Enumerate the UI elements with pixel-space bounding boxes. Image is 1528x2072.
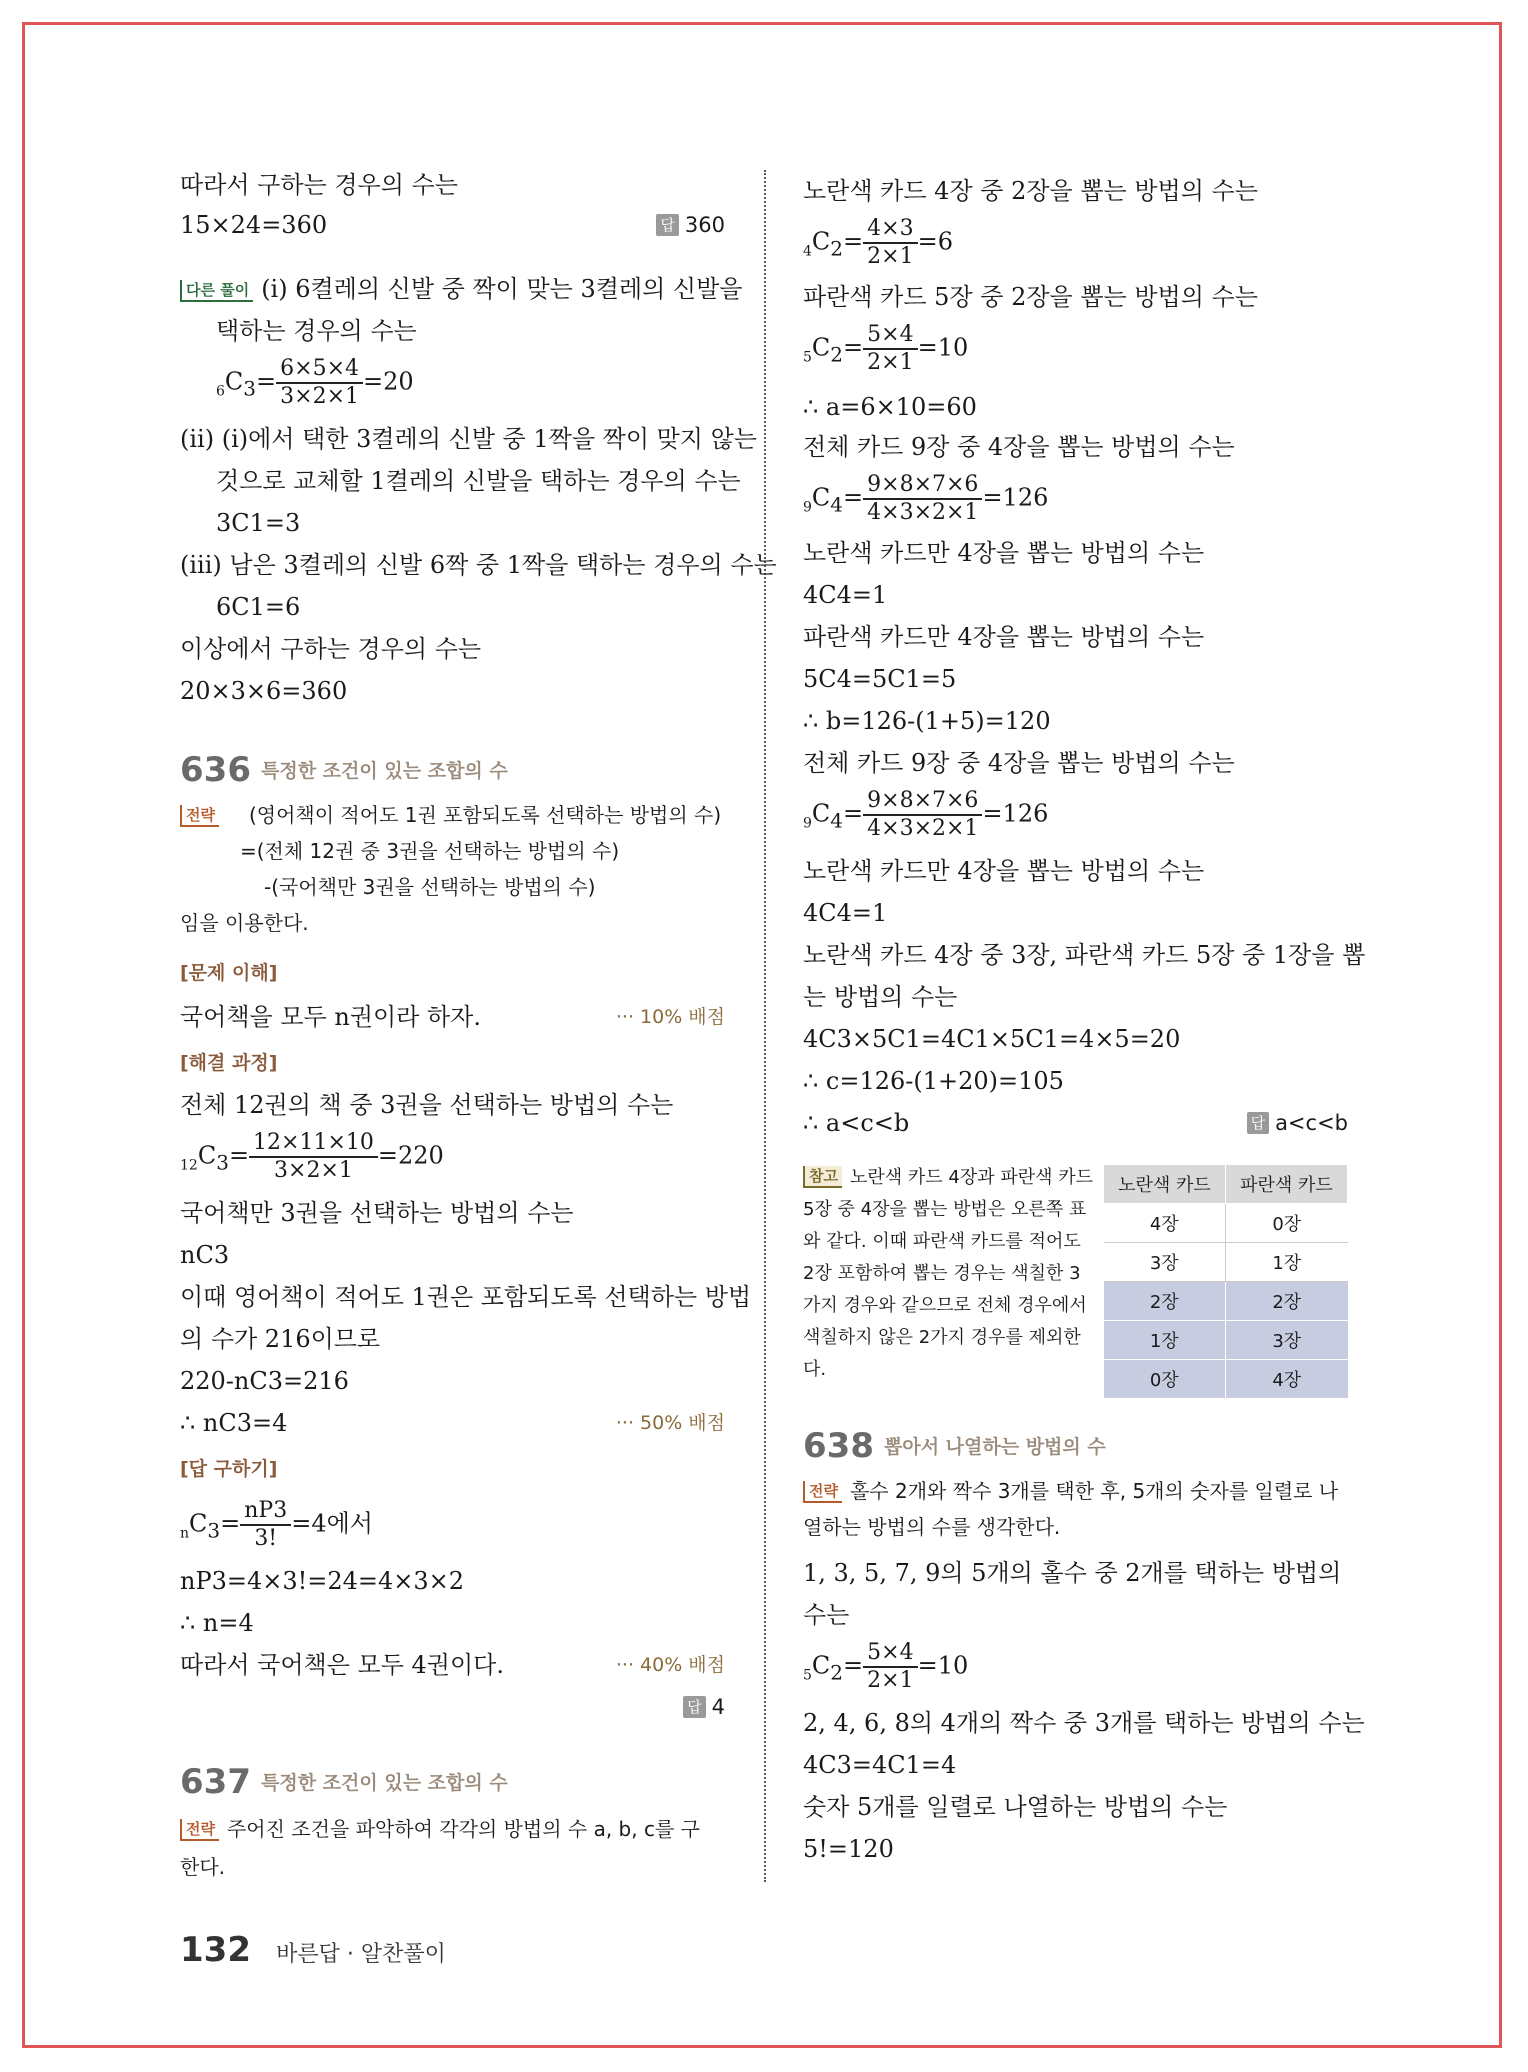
formula: 5!=120	[803, 1835, 894, 1863]
text-line: 노란색 카드 4장 중 3장, 파란색 카드 5장 중 1장을 뽑	[803, 941, 1366, 969]
table-row-shaded: 0장 4장	[1104, 1360, 1348, 1399]
text-line: 국어책만 3권을 선택하는 방법의 수는	[180, 1199, 574, 1227]
formula: 4C4=1	[803, 899, 888, 927]
text-line: 전체 카드 9장 중 4장을 뽑는 방법의 수는	[803, 749, 1235, 777]
step-label: [답 구하기]	[180, 1458, 278, 1480]
table-header: 파란색 카드	[1226, 1165, 1348, 1204]
table-row-shaded: 2장 2장	[1104, 1282, 1348, 1321]
step-label: [해결 과정]	[180, 1052, 278, 1074]
page-number: 132	[180, 1930, 251, 1970]
table-row: 3장 1장	[1104, 1243, 1348, 1282]
text-line: 전체 카드 9장 중 4장을 뽑는 방법의 수는	[803, 433, 1235, 461]
problem-638-header: 638 뽑아서 나열하는 방법의 수	[803, 1426, 1106, 1466]
text-line: 수는	[803, 1601, 850, 1629]
alt-solution-tag: 다른 풀이	[180, 280, 253, 302]
text-line: 따라서 국어책은 모두 4권이다.	[180, 1651, 504, 1679]
text-line: 따라서 구하는 경우의 수는	[180, 171, 458, 199]
reference-tag: 참고	[803, 1166, 842, 1188]
formula: nP3=4×3!=24=4×3×2	[180, 1567, 465, 1595]
text-line: 택하는 경우의 수는	[216, 317, 417, 345]
answer-label: 답 360	[656, 208, 725, 242]
text-line: 숫자 5개를 일렬로 나열하는 방법의 수는	[803, 1793, 1228, 1821]
text-line: 2, 4, 6, 8의 4개의 짝수 중 3개를 택하는 방법의 수는	[803, 1709, 1365, 1737]
formula: 5C4=5C1=5	[803, 665, 957, 693]
score-label: ··· 40% 배점	[615, 1654, 725, 1676]
formula: $_{12}C_3=$ $\frac{12\times 11\times 10}{3\times 2\times 1}$ =220	[180, 1130, 444, 1183]
text-line: 의 수가 216이므로	[180, 1325, 381, 1353]
strategy-tag: 전략	[180, 1819, 219, 1841]
formula: ∴ a<c<b	[803, 1109, 910, 1137]
text-line: 파란색 카드만 4장을 뽑는 방법의 수는	[803, 623, 1205, 651]
text-line: 1, 3, 5, 7, 9의 5개의 홀수 중 2개를 택하는 방법의	[803, 1559, 1342, 1587]
page-footer	[180, 1930, 446, 1970]
text-line: (ⅲ) 남은 3켤레의 신발 6짝 중 1짝을 택하는 경우의 수는	[180, 551, 777, 579]
strategy-line: 전략 주어진 조건을 파악하여 각각의 방법의 수 a, b, c를 구	[180, 1814, 700, 1844]
score-label: ··· 10% 배점	[615, 1006, 725, 1028]
text-line: 국어책을 모두 n권이라 하자.	[180, 1003, 481, 1031]
text-line: 는 방법의 수는	[803, 983, 958, 1011]
formula: $_5C_2=$ $\frac{5\times 4}{2\times 1}$ =10	[803, 1640, 969, 1693]
formula: ∴ b=126-(1+5)=120	[803, 707, 1051, 735]
problem-637-header: 637 특정한 조건이 있는 조합의 수	[180, 1762, 508, 1802]
formula: ∴ n=4	[180, 1609, 254, 1637]
reference-note: 참고 노란색 카드 4장과 파란색 카드 5장 중 4장을 뽑는 방법은 오른쪽 표와 같다. 이때 파란색 카드를 적어도 2장 포함하여 뽑는 경우는 색칠한 3가지 경우와 같으므로 전체 경우에서 색칠하지 않은 2가지 경우를 제외한다.	[803, 1167, 1093, 1380]
text-line: 전체 12권의 책 중 3권을 선택하는 방법의 수는	[180, 1091, 674, 1119]
formula: nC3	[180, 1241, 230, 1269]
strategy-line: 열하는 방법의 수를 생각한다.	[803, 1515, 1061, 1539]
text-line: 15×24=360	[180, 211, 328, 239]
book-section-title: 바른답 · 알찬풀이	[276, 1942, 446, 1967]
formula: 4C3=4C1=4	[803, 1751, 957, 1779]
table-row-shaded: 1장 3장	[1104, 1321, 1348, 1360]
strategy-line: -(국어책만 3권을 선택하는 방법의 수)	[264, 875, 596, 899]
strategy-line: 전략 (영어책이 적어도 1권 포함되도록 선택하는 방법의 수)	[180, 800, 721, 830]
card-table	[1103, 1164, 1348, 1399]
text-line: 파란색 카드 5장 중 2장을 뽑는 방법의 수는	[803, 283, 1258, 311]
formula: $_4C_2=$ $\frac{4\times 3}{2\times 1}$ =6	[803, 216, 953, 269]
strategy-tag: 전략	[180, 805, 219, 827]
strategy-tag: 전략	[803, 1481, 842, 1503]
answer-label: 답 4	[683, 1690, 725, 1724]
formula: 220-nC3=216	[180, 1367, 349, 1395]
problem-636-header: 636 특정한 조건이 있는 조합의 수	[180, 750, 508, 790]
text-line: 노란색 카드만 4장을 뽑는 방법의 수는	[803, 539, 1205, 567]
table-row: 4장 0장	[1104, 1204, 1348, 1243]
formula: 20×3×6=360	[180, 677, 348, 705]
step-label: [문제 이해]	[180, 962, 278, 984]
text-line: 것으로 교체할 1켤레의 신발을 택하는 경우의 수는	[216, 467, 741, 495]
text-line: 이상에서 구하는 경우의 수는	[180, 635, 482, 663]
formula: 6C1=6	[216, 593, 301, 621]
formula: $_nC_3=$ $\frac{nP3}{3!}$ =4에서	[180, 1498, 373, 1551]
formula: 4C4=1	[803, 581, 888, 609]
strategy-line: 전략 홀수 2개와 짝수 3개를 택한 후, 5개의 숫자를 일렬로 나	[803, 1476, 1338, 1506]
formula: 3C1=3	[216, 509, 301, 537]
formula: $_9C_4=$ $\frac{9\times 8\times 7\times 6}{4\times 3\times 2\times 1}$ =126	[803, 788, 1049, 841]
strategy-line: 한다.	[180, 1855, 225, 1879]
table-header: 노란색 카드	[1104, 1165, 1226, 1204]
formula: ∴ nC3=4	[180, 1409, 288, 1437]
text-line: 이때 영어책이 적어도 1권은 포함되도록 선택하는 방법	[180, 1283, 752, 1311]
score-label: ··· 50% 배점	[615, 1412, 725, 1434]
formula: ∴ c=126-(1+20)=105	[803, 1067, 1064, 1095]
text-line: 노란색 카드 4장 중 2장을 뽑는 방법의 수는	[803, 177, 1258, 205]
formula: $_9C_4=$ $\frac{9\times 8\times 7\times 6}{4\times 3\times 2\times 1}$ =126	[803, 472, 1049, 525]
answer-label: 답 a<c<b	[1247, 1106, 1348, 1140]
column-divider	[764, 170, 766, 1882]
text-line: (ⅱ) (ⅰ)에서 택한 3켤레의 신발 중 1짝을 짝이 맞지 않는	[180, 425, 757, 453]
formula: 4C3×5C1=4C1×5C1=4×5=20	[803, 1025, 1181, 1053]
formula: $_6C_3=$ $\frac{6\times 5\times 4}{3\times 2\times 1}$ =20	[216, 356, 414, 409]
text-line: 노란색 카드만 4장을 뽑는 방법의 수는	[803, 857, 1205, 885]
strategy-line: 임을 이용한다.	[180, 911, 309, 935]
formula: ∴ a=6×10=60	[803, 393, 977, 421]
formula: $_5C_2=$ $\frac{5\times 4}{2\times 1}$ =10	[803, 322, 969, 375]
alt-solution-line: 다른 풀이 (ⅰ) 6켤레의 신발 중 짝이 맞는 3켤레의 신발을	[180, 272, 742, 306]
strategy-line: =(전체 12권 중 3권을 선택하는 방법의 수)	[240, 839, 620, 863]
